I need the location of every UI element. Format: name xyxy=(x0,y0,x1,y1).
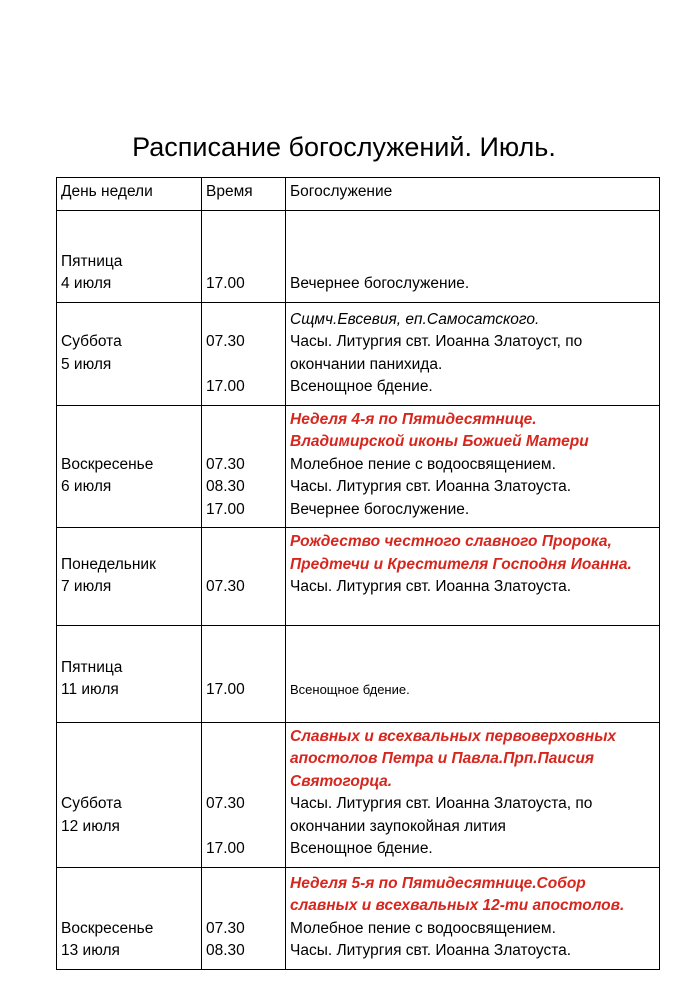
weekday: Воскресенье xyxy=(61,455,154,473)
weekday: Суббота xyxy=(61,795,122,812)
service: Молебное пение с водоосвящением. xyxy=(290,455,556,473)
service: Молебное пение с водоосвящением. xyxy=(290,919,556,937)
service-cell xyxy=(286,867,660,969)
header-day: День недели xyxy=(57,178,202,211)
day-cell xyxy=(57,302,202,405)
table-row xyxy=(57,722,660,867)
feast-title: Славных и всехвальных первоверховных апостолов Петра и Павла.Прп.Паисия Святогорца. xyxy=(290,727,617,790)
weekday: Пятница xyxy=(61,252,123,270)
feast-title: Неделя 4-я по Пятидесятнице. Владимирской иконы Божией Матери xyxy=(290,410,589,450)
service: Часы. Литургия свт. Иоанна Златоуст, по xyxy=(290,333,583,350)
day-cell xyxy=(57,722,202,867)
time: 07.30 xyxy=(206,455,245,473)
time: 17.00 xyxy=(206,500,245,518)
day-cell xyxy=(57,405,202,528)
header-row xyxy=(57,178,660,211)
service-cell xyxy=(286,210,660,302)
schedule-table xyxy=(56,177,660,970)
table-row xyxy=(57,210,660,302)
service-cell xyxy=(286,528,660,626)
service: окончании заупокойная лития xyxy=(290,817,506,835)
day-cell xyxy=(57,625,202,722)
time: 17.00 xyxy=(206,378,245,395)
weekday: Понедельник xyxy=(61,555,156,573)
weekday: Воскресенье xyxy=(61,919,154,937)
time: 07.30 xyxy=(206,919,245,937)
time: 17.00 xyxy=(206,681,245,698)
time: 07.30 xyxy=(206,333,245,350)
page-title: Расписание богослужений. Июль. xyxy=(132,132,556,162)
date: 4 июля xyxy=(61,275,112,292)
time-cell xyxy=(202,210,286,302)
time-cell xyxy=(202,625,286,722)
service-cell xyxy=(286,302,660,405)
time-cell xyxy=(202,528,286,626)
day-cell xyxy=(57,210,202,302)
day-cell xyxy=(57,528,202,626)
service-cell xyxy=(286,405,660,528)
service: Часы. Литургия свт. Иоанна Златоуста. xyxy=(290,578,572,595)
time: 07.30 xyxy=(206,795,245,812)
saint-commemoration: Сщмч.Евсевия, еп.Самосатского. xyxy=(290,310,540,328)
time: 08.30 xyxy=(206,478,245,495)
day-cell xyxy=(57,867,202,969)
table-row xyxy=(57,405,660,528)
date: 12 июля xyxy=(61,817,120,835)
feast-title: Неделя 5-я по Пятидесятнице.Собор славных и всехвальных 12-ти апостолов. xyxy=(290,874,625,914)
time: 17.00 xyxy=(206,275,245,292)
service: Всенощное бдение. xyxy=(290,682,410,697)
service: Вечернее богослужение. xyxy=(290,500,470,518)
service: Часы. Литургия свт. Иоанна Златоуста. xyxy=(290,942,572,959)
header-service: Богослужение xyxy=(286,178,660,211)
feast-title: Рождество честного славного Пророка, Предтечи и Крестителя Господня Иоанна. xyxy=(290,533,632,573)
time-cell xyxy=(202,302,286,405)
date: 6 июля xyxy=(61,478,112,495)
table-row xyxy=(57,867,660,969)
weekday: Суббота xyxy=(61,333,122,350)
time: 08.30 xyxy=(206,942,245,959)
service: Часы. Литургия свт. Иоанна Златоуста. xyxy=(290,478,572,495)
header-time: Время xyxy=(202,178,286,211)
date: 5 июля xyxy=(61,355,112,373)
time-cell xyxy=(202,405,286,528)
service: Вечернее богослужение. xyxy=(290,275,470,292)
table-row xyxy=(57,302,660,405)
time-cell xyxy=(202,722,286,867)
date: 13 июля xyxy=(61,942,120,959)
time-cell xyxy=(202,867,286,969)
time: 07.30 xyxy=(206,578,245,595)
service: окончании панихида. xyxy=(290,355,443,373)
service-cell xyxy=(286,722,660,867)
table-row xyxy=(57,528,660,626)
service: Часы. Литургия свт. Иоанна Златоуста, по xyxy=(290,795,593,812)
service-cell xyxy=(286,625,660,722)
service: Всенощное бдение. xyxy=(290,378,433,395)
date: 7 июля xyxy=(61,578,112,595)
table-row xyxy=(57,625,660,722)
date: 11 июля xyxy=(61,681,119,698)
weekday: Пятница xyxy=(61,658,123,676)
service: Всенощное бдение. xyxy=(290,840,433,857)
time: 17.00 xyxy=(206,840,245,857)
